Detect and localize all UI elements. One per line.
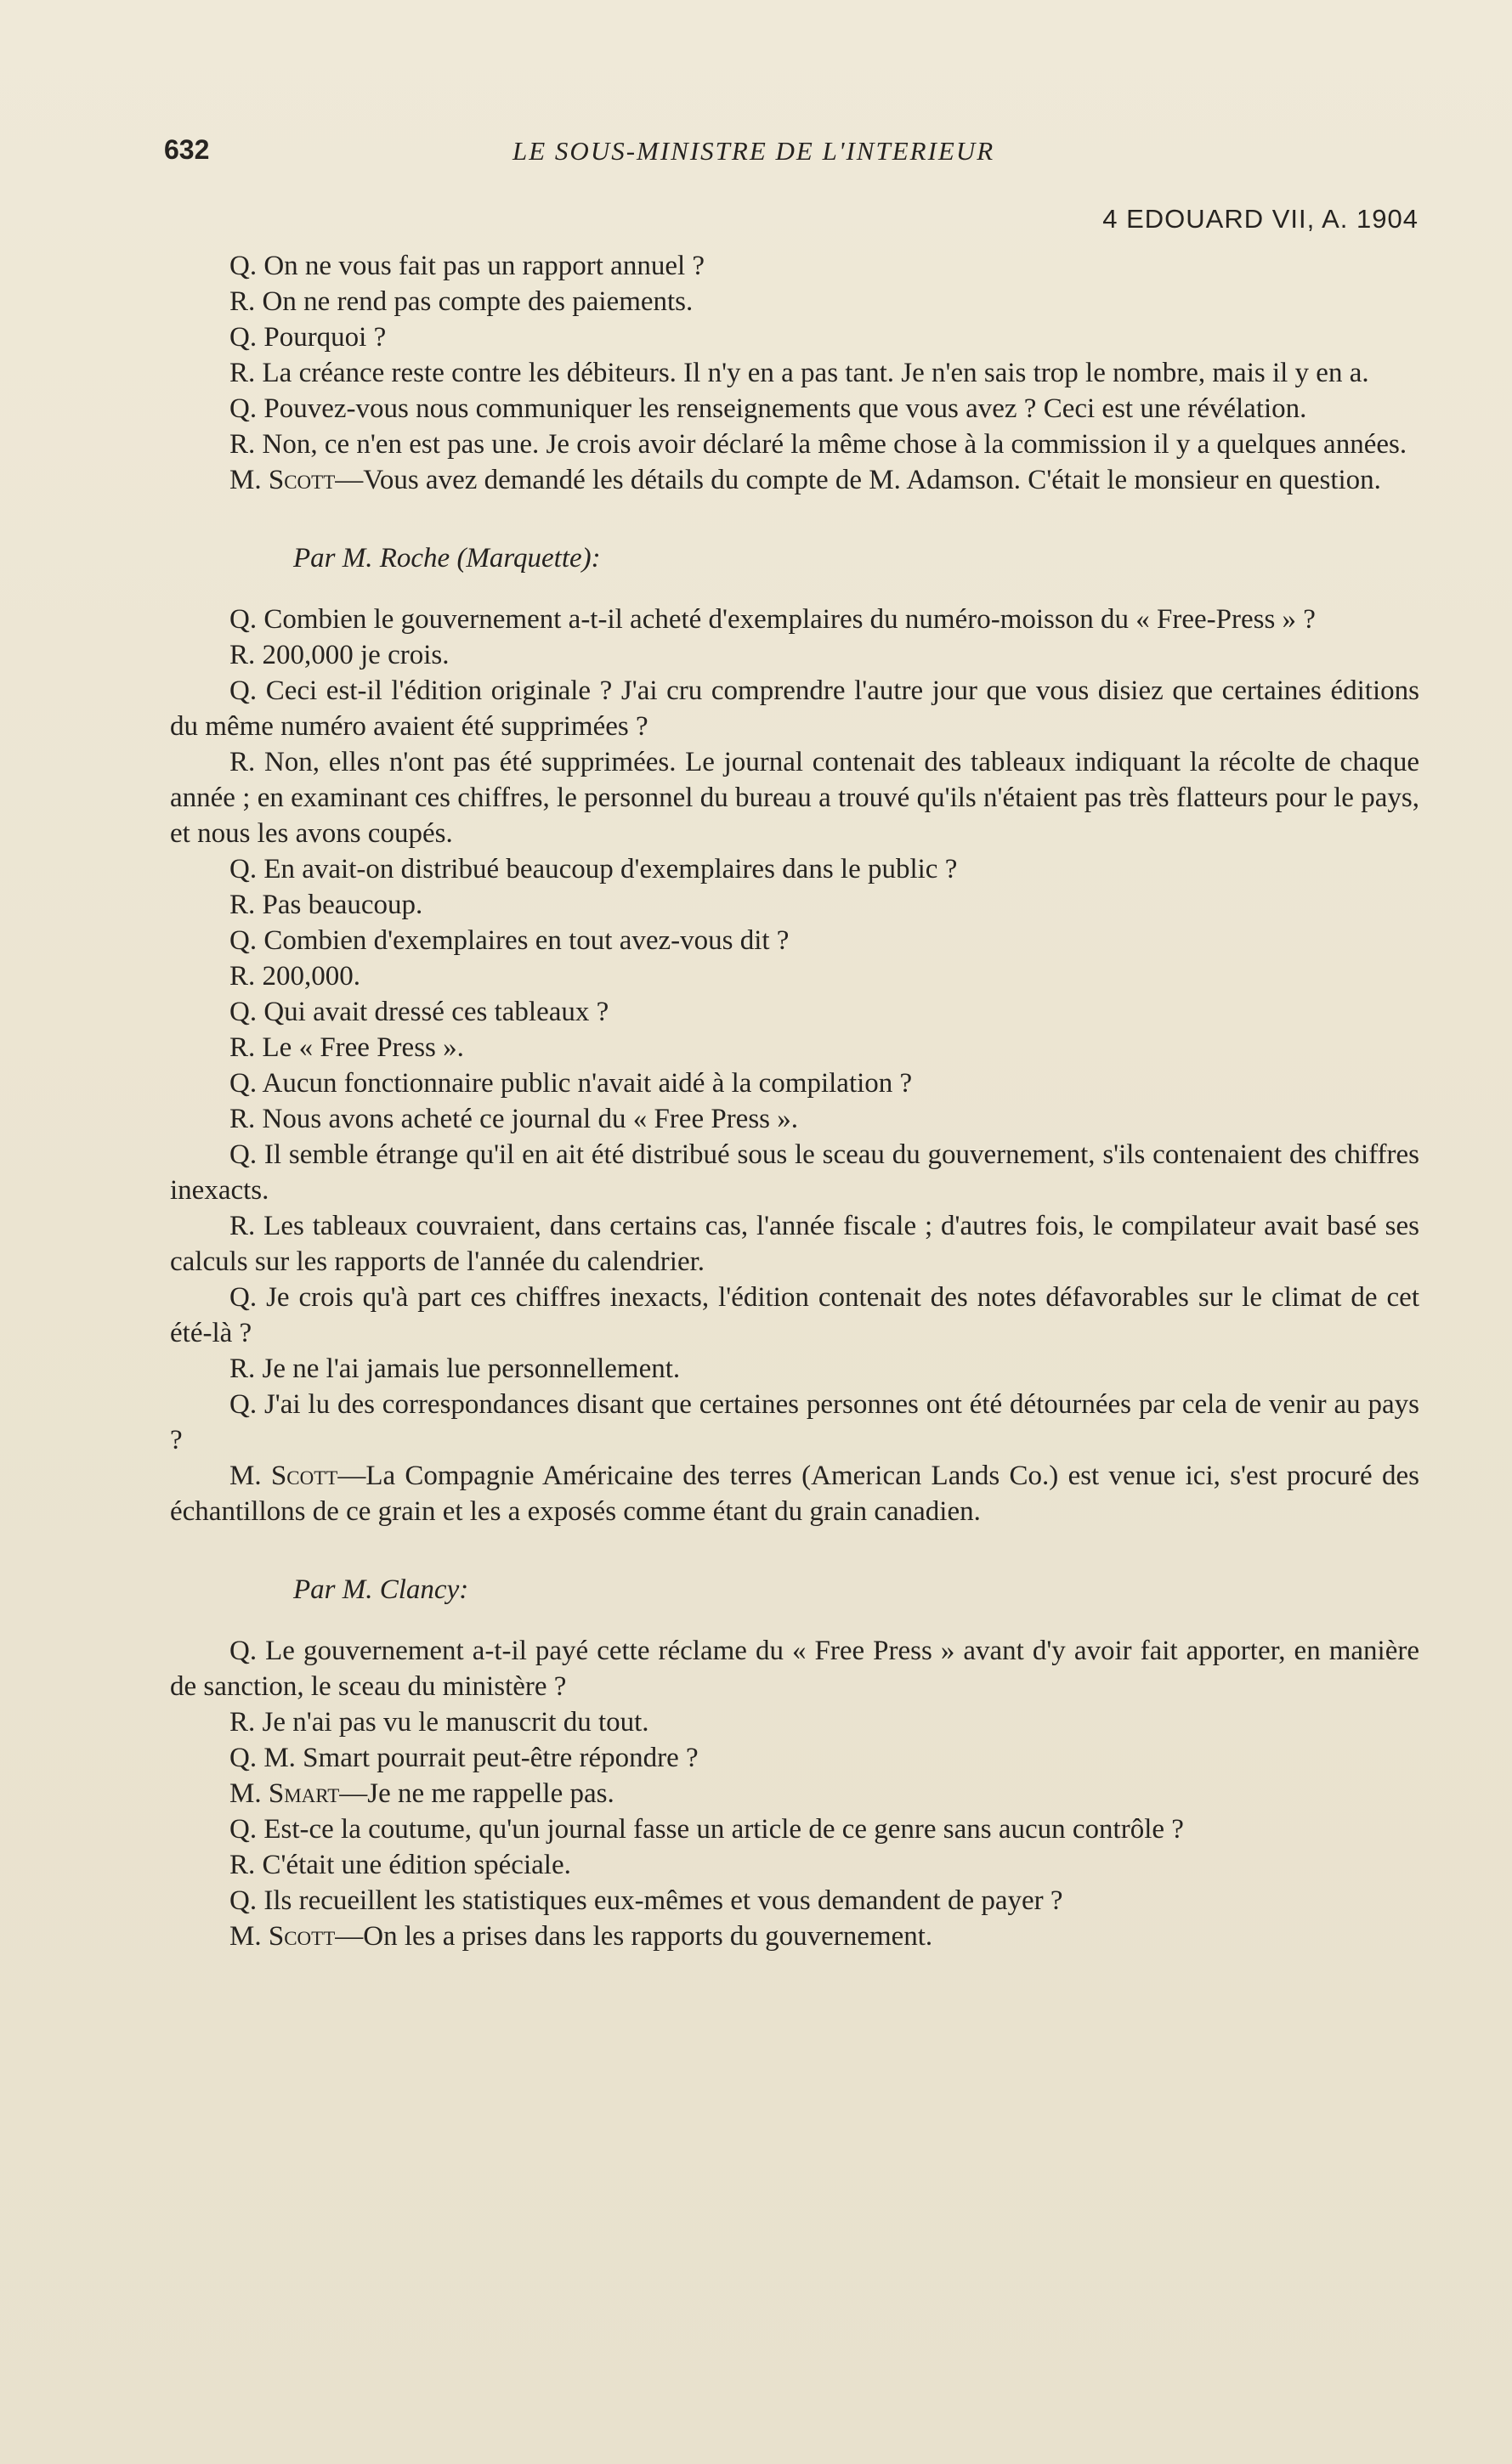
paragraph-text: Le « Free Press ». bbox=[262, 1032, 464, 1063]
dialogue-paragraph bbox=[170, 1458, 1419, 1529]
dialogue-paragraph bbox=[170, 994, 1419, 1030]
speaker-marker: R. bbox=[229, 961, 263, 992]
speaker-marker: Q. bbox=[229, 997, 264, 1027]
dialogue-paragraph bbox=[170, 1633, 1419, 1704]
speaker-marker: Q. bbox=[229, 1389, 264, 1420]
speaker-marker: Q. bbox=[229, 322, 264, 353]
speaker-marker: R. bbox=[229, 1850, 263, 1880]
document-body bbox=[170, 248, 1419, 1954]
section-heading-roche: Par M. Roche (Marquette): bbox=[293, 543, 601, 574]
dialogue-paragraph bbox=[170, 355, 1419, 391]
paragraph-text: Qui avait dressé ces tableaux ? bbox=[263, 997, 609, 1027]
dialogue-paragraph bbox=[170, 1208, 1419, 1280]
paragraph-text: Je ne l'ai jamais lue personnellement. bbox=[262, 1354, 681, 1384]
paragraph-text: Ceci est-il l'édition originale ? J'ai cru comprendre l'autre jour que vous disiez que certaines éditions du même numéro avaient été supprimées ? bbox=[170, 675, 1419, 742]
speaker-marker: R. bbox=[229, 640, 263, 670]
speaker-marker: M. bbox=[229, 465, 269, 495]
dialogue-paragraph bbox=[170, 248, 1419, 284]
paragraph-text: —Vous avez demandé les détails du compte de M. Adamson. C'était le monsieur en question. bbox=[335, 465, 1381, 495]
paragraph-text: Ils recueillent les statistiques eux-mêmes et vous demandent de payer ? bbox=[263, 1885, 1063, 1916]
paragraph-text: —Je ne me rappelle pas. bbox=[339, 1778, 614, 1809]
paragraph-text: Non, ce n'en est pas une. Je crois avoir déclaré la même chose à la commission il y a quelques années. bbox=[262, 429, 1407, 460]
paragraph-text: En avait-on distribué beaucoup d'exemplaires dans le public ? bbox=[263, 854, 958, 884]
paragraph-text: On ne rend pas compte des paiements. bbox=[262, 286, 694, 317]
dialogue-paragraph bbox=[170, 1280, 1419, 1351]
speaker-marker: M. bbox=[229, 1461, 271, 1491]
paragraph-text: Combien d'exemplaires en tout avez-vous dit ? bbox=[263, 925, 790, 956]
running-title: LE SOUS-MINISTRE DE L'INTERIEUR bbox=[512, 136, 995, 166]
dialogue-paragraph bbox=[170, 1919, 1419, 1954]
paragraph-text: M. Smart pourrait peut-être répondre ? bbox=[263, 1743, 699, 1773]
speaker-marker: R. bbox=[229, 1104, 263, 1134]
speaker-marker: Q. bbox=[229, 1743, 264, 1773]
dialogue-paragraph bbox=[170, 673, 1419, 744]
speaker-marker: Q. bbox=[229, 925, 264, 956]
speaker-marker: Q. bbox=[229, 854, 264, 884]
paragraph-text: Les tableaux couvraient, dans certains cas, l'année fiscale ; d'autres fois, le compilateur avait basé ses calculs sur les rapports de l'année du calendrier. bbox=[170, 1211, 1419, 1277]
dialogue-paragraph bbox=[170, 391, 1419, 427]
speaker-marker: R. bbox=[229, 1354, 263, 1384]
paragraph-text: —La Compagnie Américaine des terres (American Lands Co.) est venue ici, s'est procuré des échantillons de ce grain et les a exposés comme étant du grain canadien. bbox=[170, 1461, 1419, 1527]
page-number: 632 bbox=[164, 134, 210, 165]
paragraph-text: —On les a prises dans les rapports du gouvernement. bbox=[335, 1921, 933, 1952]
dialogue-paragraph bbox=[170, 1776, 1419, 1811]
dialogue-paragraph bbox=[170, 1740, 1419, 1776]
paragraph-text: Je crois qu'à part ces chiffres inexacts, l'édition contenait des notes défavorables sur le climat de cet été-là ? bbox=[170, 1282, 1419, 1348]
dialogue-paragraph bbox=[170, 284, 1419, 319]
speaker-marker: R. bbox=[229, 747, 264, 777]
paragraph-text: C'était une édition spéciale. bbox=[262, 1850, 571, 1880]
roche-exchange bbox=[170, 602, 1419, 1529]
speaker-marker: Q. bbox=[229, 675, 266, 706]
dialogue-paragraph bbox=[170, 1883, 1419, 1919]
paragraph-text: Je n'ai pas vu le manuscrit du tout. bbox=[262, 1707, 649, 1738]
speaker-marker: R. bbox=[229, 358, 263, 388]
paragraph-text: 200,000 je crois. bbox=[262, 640, 450, 670]
dialogue-paragraph bbox=[170, 1387, 1419, 1458]
speaker-marker: Q. bbox=[229, 251, 264, 281]
dialogue-paragraph bbox=[170, 1351, 1419, 1387]
paragraph-text: Il semble étrange qu'il en ait été distribué sous le sceau du gouvernement, s'ils contenaient des chiffres inexacts. bbox=[170, 1139, 1419, 1206]
speaker-marker: R. bbox=[229, 286, 263, 317]
speaker-name: Scott bbox=[268, 1921, 336, 1952]
dialogue-paragraph bbox=[170, 887, 1419, 923]
speaker-marker: Q. bbox=[229, 1814, 264, 1845]
clancy-exchange bbox=[170, 1633, 1419, 1954]
dialogue-paragraph bbox=[170, 1704, 1419, 1740]
dialogue-paragraph bbox=[170, 1811, 1419, 1847]
speaker-marker: R. bbox=[229, 1032, 263, 1063]
speaker-marker: M. bbox=[229, 1921, 269, 1952]
dialogue-paragraph bbox=[170, 1030, 1419, 1065]
paragraph-text: Aucun fonctionnaire public n'avait aidé à la compilation ? bbox=[262, 1068, 913, 1099]
paragraph-text: Est-ce la coutume, qu'un journal fasse un article de ce genre sans aucun contrôle ? bbox=[263, 1814, 1184, 1845]
dialogue-paragraph bbox=[170, 1101, 1419, 1137]
paragraph-text: Pouvez-vous nous communiquer les renseignements que vous avez ? Ceci est une révélation. bbox=[263, 393, 1307, 424]
paragraph-text: Pas beaucoup. bbox=[262, 890, 423, 920]
paragraph-text: Le gouvernement a-t-il payé cette réclame du « Free Press » avant d'y avoir fait apporter, en manière de sanction, le sceau du ministère ? bbox=[170, 1636, 1419, 1702]
speaker-marker: R. bbox=[229, 890, 263, 920]
dialogue-paragraph bbox=[170, 319, 1419, 355]
dialogue-paragraph bbox=[170, 1137, 1419, 1208]
paragraph-text: La créance reste contre les débiteurs. Il n'y en a pas tant. Je n'en sais trop le nombre, mais il y en a. bbox=[262, 358, 1369, 388]
paragraph-text: Nous avons acheté ce journal du « Free Press ». bbox=[262, 1104, 799, 1134]
speaker-name: Scott bbox=[268, 465, 336, 495]
speaker-marker: Q. bbox=[229, 1885, 264, 1916]
paragraph-text: J'ai lu des correspondances disant que certaines personnes ont été détournées par cela de venir au pays ? bbox=[170, 1389, 1419, 1455]
paragraph-text: On ne vous fait pas un rapport annuel ? bbox=[263, 251, 705, 281]
dialogue-paragraph bbox=[170, 958, 1419, 994]
dialogue-paragraph bbox=[170, 1847, 1419, 1883]
dialogue-paragraph bbox=[170, 1065, 1419, 1101]
paragraph-text: Non, elles n'ont pas été supprimées. Le journal contenait des tableaux indiquant la récolte de chaque année ; en examinant ces chiffres, le personnel du bureau a trouvé qu'ils n'étaient pas très flatteurs pour le pays, et nous les avons coupés. bbox=[170, 747, 1419, 849]
speaker-marker: Q. bbox=[229, 1139, 264, 1170]
section-heading-clancy: Par M. Clancy: bbox=[293, 1574, 469, 1605]
speaker-marker: Q. bbox=[229, 604, 264, 635]
dialogue-paragraph bbox=[170, 462, 1419, 498]
session-label: 4 EDOUARD VII, A. 1904 bbox=[1102, 204, 1419, 234]
speaker-marker: Q. bbox=[229, 1282, 267, 1313]
paragraph-text: 200,000. bbox=[262, 961, 361, 992]
speaker-marker: M. bbox=[229, 1778, 269, 1809]
speaker-name: Scott bbox=[270, 1461, 338, 1491]
speaker-marker: Q. bbox=[229, 1636, 266, 1666]
speaker-marker: R. bbox=[229, 429, 263, 460]
dialogue-paragraph bbox=[170, 923, 1419, 958]
paragraph-text: Combien le gouvernement a-t-il acheté d'exemplaires du numéro-moisson du « Free-Press » ? bbox=[263, 604, 1316, 635]
paragraph-text: Pourquoi ? bbox=[263, 322, 387, 353]
speaker-marker: Q. bbox=[229, 393, 264, 424]
dialogue-paragraph bbox=[170, 637, 1419, 673]
dialogue-paragraph bbox=[170, 427, 1419, 462]
dialogue-paragraph bbox=[170, 744, 1419, 851]
speaker-marker: R. bbox=[229, 1707, 263, 1738]
dialogue-paragraph bbox=[170, 602, 1419, 637]
page-header bbox=[164, 134, 1082, 173]
speaker-marker: R. bbox=[229, 1211, 264, 1241]
speaker-name: Smart bbox=[268, 1778, 340, 1809]
opening-exchange bbox=[170, 248, 1419, 498]
dialogue-paragraph bbox=[170, 851, 1419, 887]
speaker-marker: Q. bbox=[229, 1068, 263, 1099]
